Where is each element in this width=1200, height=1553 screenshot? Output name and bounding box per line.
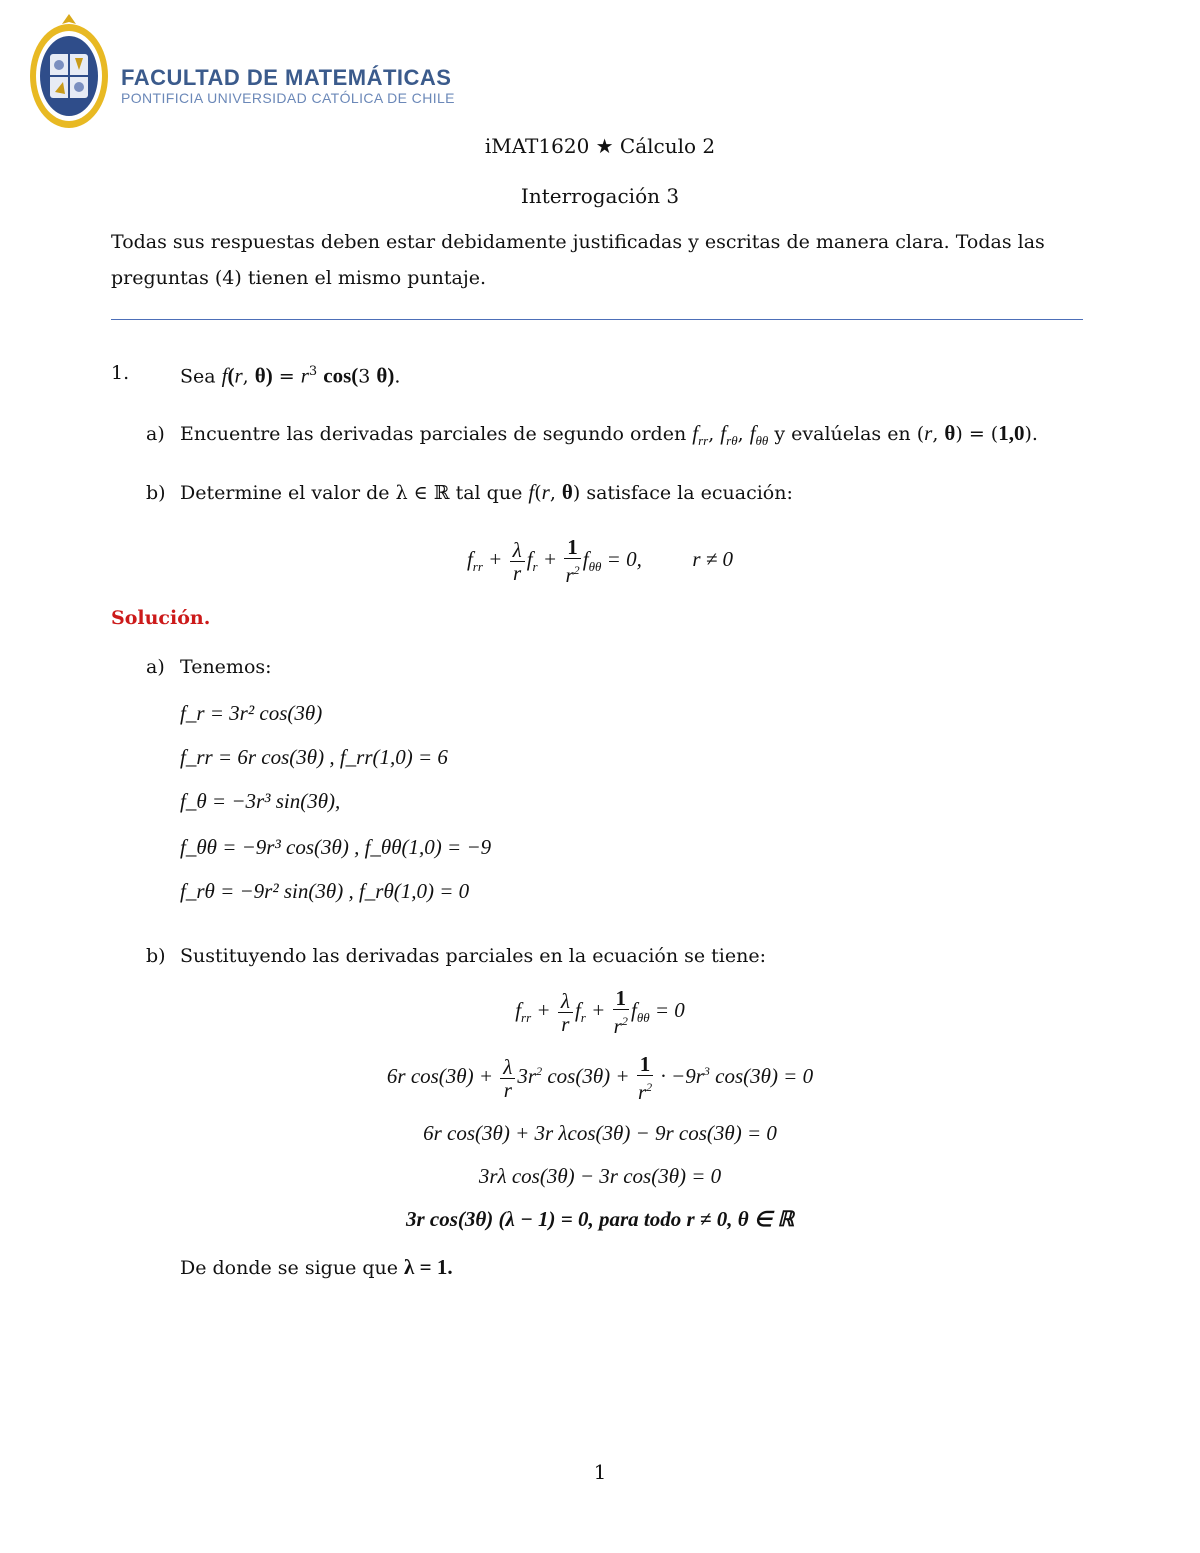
problem-statement: Sea f(r, $\theta) = r^3$ cos(3 θ). xyxy=(180,363,401,388)
course-title: iMAT1620 ★ Cálculo 2 xyxy=(484,134,716,158)
solution-heading: Solución. xyxy=(111,607,211,629)
solution-a-line-4: f_θθ = −9r³ cos(3θ) , f_θθ(1,0) = −9 xyxy=(180,835,492,859)
page-number: 1 xyxy=(593,1460,607,1484)
university-name: PONTIFICIA UNIVERSIDAD CATÓLICA DE CHILE xyxy=(121,90,455,106)
problem-number: 1. xyxy=(111,362,130,384)
conclusion: De donde se sigue que λ = 1. xyxy=(180,1255,453,1279)
solution-b-intro: Sustituyendo las derivadas parciales en la ecuación se tiene: xyxy=(180,945,766,967)
pde-equation: $f_{rr}$ + $\frac{\lambda}{r}$ $f_r$ + $\frac{1}{r^2}$ $f_{\theta\theta} = 0$, r ≠ 0 xyxy=(466,535,734,587)
solution-a-line-5: f_rθ = −9r² sin(3θ) , f_rθ(1,0) = 0 xyxy=(180,879,470,903)
instructions-line-1: Todas sus respuestas deben estar debidamente justificadas y escritas de manera clara. Todas las xyxy=(111,231,1045,253)
solution-b-line-3: 3r cos(3θ) (λ − 1) = 0, para todo r ≠ 0, θ ∈ ℝ xyxy=(405,1207,795,1231)
solution-b-line-1: 6r cos(3θ) + 3r λcos(3θ) − 9r cos(3θ) = 0 xyxy=(423,1121,777,1145)
solution-a-line-2: f_rr = 6r cos(3θ) , f_rr(1,0) = 6 xyxy=(180,745,448,769)
divider xyxy=(111,319,1083,320)
part-b-label: b) xyxy=(146,482,166,504)
solution-a-label: a) xyxy=(146,656,165,678)
instructions-line-2: preguntas (4) tienen el mismo puntaje. xyxy=(111,267,487,289)
solution-b-equation-1: $f_{rr}$ + $\frac{\lambda}{r}$ $f_r$ + $\frac{1}{r^2}$ $f_{\theta\theta} = 0$ xyxy=(515,986,685,1038)
university-seal-logo xyxy=(28,12,110,130)
part-a-statement: Encuentre las derivadas parciales de segundo orden $f_{rr}$, $f_{r\theta}$, $f_{\theta\theta}$ y evalúelas en (r, θ) = (1,0). xyxy=(180,421,1038,449)
faculty-name: FACULTAD DE MATEMÁTICAS xyxy=(121,65,452,90)
exam-title: Interrogación 3 xyxy=(520,184,680,208)
solution-a-line-1: f_r = 3r² cos(3θ) xyxy=(180,701,323,725)
solution-b-label: b) xyxy=(146,945,166,967)
solution-b-line-2: 3rλ cos(3θ) − 3r cos(3θ) = 0 xyxy=(478,1164,722,1188)
part-b-statement: Determine el valor de λ ∈ ℝ tal que f(r, θ) satisface la ecuación: xyxy=(180,480,793,504)
part-a-label: a) xyxy=(146,423,165,445)
solution-a-line-3: f_θ = −3r³ sin(3θ), xyxy=(180,789,341,813)
solution-a-intro: Tenemos: xyxy=(180,656,272,678)
solution-b-equation-2: 6r cos(3θ) + $\frac{\lambda}{r}$ $3r^2$ cos(3θ) + $\frac{1}{r^2}$ · $-9r^3$ cos(3θ) = 0 xyxy=(386,1052,814,1104)
